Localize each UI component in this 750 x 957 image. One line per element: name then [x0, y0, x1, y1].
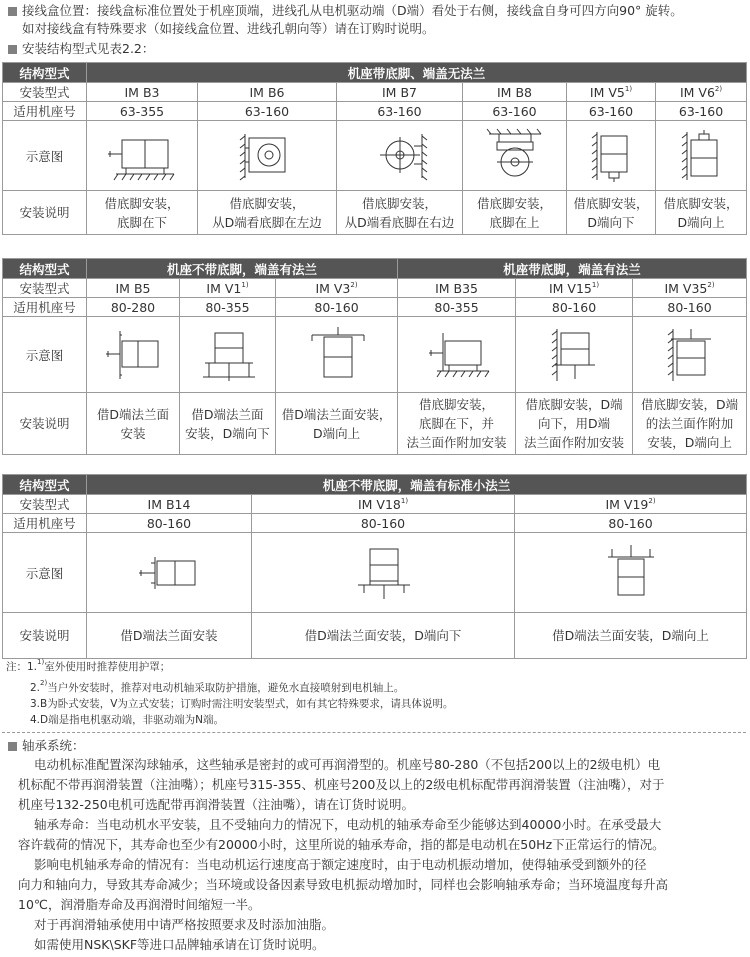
imv15-diagram-icon	[539, 325, 609, 385]
diagram-cell	[252, 533, 515, 613]
header-structure: 结构型式	[3, 475, 87, 495]
imb14-diagram-icon	[129, 543, 209, 603]
imb35-diagram-icon	[417, 325, 497, 385]
footnote: 4.D端是指电机驱动端，非驱动端为N端。	[30, 714, 224, 726]
header-group: 机座带底脚，端盖有法兰	[398, 259, 747, 279]
frame-cell: 80-160	[633, 298, 747, 317]
type-cell: IM B7	[337, 83, 463, 102]
type-cell: IM B14	[87, 495, 252, 514]
note-cell: 借底脚安装， 从D端看底脚在左边	[198, 191, 337, 235]
frame-cell: 63-160	[198, 102, 337, 121]
header-structure: 结构型式	[3, 259, 87, 279]
bullet-icon	[8, 7, 17, 16]
note-cell: 借底脚安装， 从D端看底脚在右边	[337, 191, 463, 235]
bearing-line: 机座号132-250电机可选配带再润滑装置（注油嘴），请在订货时说明。	[18, 797, 414, 812]
imb8-diagram-icon	[475, 128, 555, 184]
label-frame: 适用机座号	[3, 102, 87, 121]
bearing-line: 机标配不带再润滑装置（注油嘴）；机座号315-355、机座号200及以上的2级电机标配带再润滑装置（注油嘴），对于	[18, 777, 665, 792]
label-diagram: 示意图	[3, 317, 87, 393]
junction-box-note: 如对接线盒有特殊要求（如接线盒位置、进线孔朝向等）请在订购时说明。	[22, 21, 435, 36]
label-note: 安装说明	[3, 191, 87, 235]
frame-cell: 80-160	[516, 298, 633, 317]
bearing-line: 10℃，润滑脂寿命及再润滑时间缩短一半。	[18, 897, 261, 912]
install-table-intro: 安装结构型式见表2.2：	[8, 40, 154, 58]
type-cell: IM V6$^{2)}$	[656, 83, 747, 102]
label-install-type: 安装型式	[3, 279, 87, 298]
install-table-1	[2, 62, 746, 235]
label-diagram: 示意图	[3, 121, 87, 191]
diagram-cell	[87, 533, 252, 613]
diagram-cell	[656, 121, 747, 191]
imv3-diagram-icon	[302, 325, 372, 385]
diagram-cell	[87, 317, 180, 393]
imv35-diagram-icon	[655, 325, 725, 385]
imb6-diagram-icon	[227, 128, 307, 184]
imb3-diagram-icon	[102, 128, 182, 184]
label-diagram: 示意图	[3, 533, 87, 613]
note-cell: 借底脚安装，D端 的法兰面作附加 安装，D端向上	[633, 393, 747, 455]
frame-cell: 63-355	[87, 102, 198, 121]
note-cell: 借D端法兰面安装，D端向下	[252, 613, 515, 659]
diagram-cell	[198, 121, 337, 191]
type-cell: IM B3	[87, 83, 198, 102]
bullet-icon	[8, 742, 17, 751]
footnote: 注：1.$^{1)}$室外使用时推荐使用护罩；	[6, 658, 171, 673]
note-cell: 借底脚安装，D端 向下，用D端 法兰面作附加安装	[516, 393, 633, 455]
note-cell: 借D端法兰面安装， D端向上	[276, 393, 398, 455]
bearing-line: 向力和轴向力，导致其寿命减少；当环境或设备因素导致电机振动增加时，同样也会影响轴承寿命；当环境温度每升高	[18, 877, 669, 892]
frame-cell: 80-160	[252, 514, 515, 533]
frame-cell: 80-160	[515, 514, 747, 533]
footnote: 2.$^{2)}$当户外安装时，推荐对电动机轴采取防护措施，避免水直接喷射到电机轴上。	[30, 679, 405, 694]
imv1-diagram-icon	[193, 325, 263, 385]
imv19-diagram-icon	[596, 543, 666, 603]
bearing-line: 对于再润滑轴承使用中请严格按照要求及时添加油脂。	[34, 917, 335, 932]
imv6-diagram-icon	[661, 128, 741, 184]
diagram-cell	[337, 121, 463, 191]
bearing-line: 电动机标准配置深沟球轴承，这些轴承是密封的或可再润滑型的。机座号80-280（不包括200以上的2级电机）电	[34, 757, 661, 772]
diagram-cell	[633, 317, 747, 393]
install-table-2	[2, 258, 746, 455]
frame-cell: 80-160	[276, 298, 398, 317]
imv18-diagram-icon	[348, 543, 418, 603]
frame-cell: 80-160	[87, 514, 252, 533]
table-footnotes	[6, 654, 453, 728]
diagram-cell	[398, 317, 516, 393]
imb5-diagram-icon	[98, 325, 168, 385]
frame-cell: 63-160	[337, 102, 463, 121]
header-group: 机座带底脚、端盖无法兰	[87, 63, 747, 83]
diagram-cell	[567, 121, 656, 191]
label-frame: 适用机座号	[3, 514, 87, 533]
imv5-diagram-icon	[571, 128, 651, 184]
label-install-type: 安装型式	[3, 495, 87, 514]
bearing-line: 容许载荷的情况下，其寿命也至少有20000小时，这里所说的轴承寿命，指的都是电动机在50Hz下正常运行的情况。	[18, 837, 665, 852]
note-cell: 借底脚安装， 底脚在下，并 法兰面作附加安装	[398, 393, 516, 455]
type-cell: IM V15$^{1)}$	[516, 279, 633, 298]
frame-cell: 80-355	[398, 298, 516, 317]
frame-cell: 63-160	[567, 102, 656, 121]
junction-box-paragraph: 接线盒位置：接线盒标准位置处于机座顶端，进线孔从电机驱动端（D端）看处于右侧，接线盒自身可四方向90° 旋转。	[8, 2, 683, 20]
note-cell: 借底脚安装， 底脚在上	[463, 191, 567, 235]
diagram-cell	[463, 121, 567, 191]
diagram-cell	[87, 121, 198, 191]
header-group: 机座不带底脚，端盖有标准小法兰	[87, 475, 747, 495]
bearing-line: 轴承寿命：当电动机水平安装，且不受轴向力的情况下，电动机的轴承寿命至少能够达到40000小时。在承受最大	[34, 817, 662, 832]
bullet-icon	[8, 45, 17, 54]
header-structure: 结构型式	[3, 63, 87, 83]
type-cell: IM B5	[87, 279, 180, 298]
note-cell: 借D端法兰面 安装，D端向下	[180, 393, 276, 455]
diagram-cell	[180, 317, 276, 393]
label-install-type: 安装型式	[3, 83, 87, 102]
type-cell: IM B8	[463, 83, 567, 102]
bearing-line: 如需使用NSK\SKF等进口品牌轴承请在订货时说明。	[34, 937, 325, 952]
imb7-diagram-icon	[360, 128, 440, 184]
frame-cell: 80-355	[180, 298, 276, 317]
note-cell: 借D端法兰面 安装	[87, 393, 180, 455]
frame-cell: 63-160	[656, 102, 747, 121]
label-note: 安装说明	[3, 393, 87, 455]
note-cell: 借底脚安装， 底脚在下	[87, 191, 198, 235]
type-cell: IM V5$^{1)}$	[567, 83, 656, 102]
type-cell: IM V19$^{2)}$	[515, 495, 747, 514]
note-cell: 借D端法兰面安装，D端向上	[515, 613, 747, 659]
diagram-cell	[516, 317, 633, 393]
label-note: 安装说明	[3, 613, 87, 659]
install-table-3	[2, 474, 746, 659]
bearing-line: 影响电机轴承寿命的情况有：当电动机运行速度高于额定速度时，由于电动机振动增加，使得轴承受到额外的径	[34, 857, 647, 872]
type-cell: IM B6	[198, 83, 337, 102]
type-cell: IM V3$^{2)}$	[276, 279, 398, 298]
header-group: 机座不带底脚，端盖有法兰	[87, 259, 398, 279]
note-cell: 借底脚安装， D端向上	[656, 191, 747, 235]
label-frame: 适用机座号	[3, 298, 87, 317]
type-cell: IM V18$^{1)}$	[252, 495, 515, 514]
divider	[2, 732, 746, 733]
type-cell: IM B35	[398, 279, 516, 298]
footnote: 3.B为卧式安装，V为立式安装；订购时需注明安装型式，如有其它特殊要求，请具体说明。	[30, 698, 454, 710]
note-cell: 借D端法兰面安装	[87, 613, 252, 659]
note-cell: 借底脚安装， D端向下	[567, 191, 656, 235]
diagram-cell	[276, 317, 398, 393]
frame-cell: 80-280	[87, 298, 180, 317]
bearing-title: 轴承系统：	[8, 737, 85, 755]
frame-cell: 63-160	[463, 102, 567, 121]
type-cell: IM V1$^{1)}$	[180, 279, 276, 298]
diagram-cell	[515, 533, 747, 613]
type-cell: IM V35$^{2)}$	[633, 279, 747, 298]
